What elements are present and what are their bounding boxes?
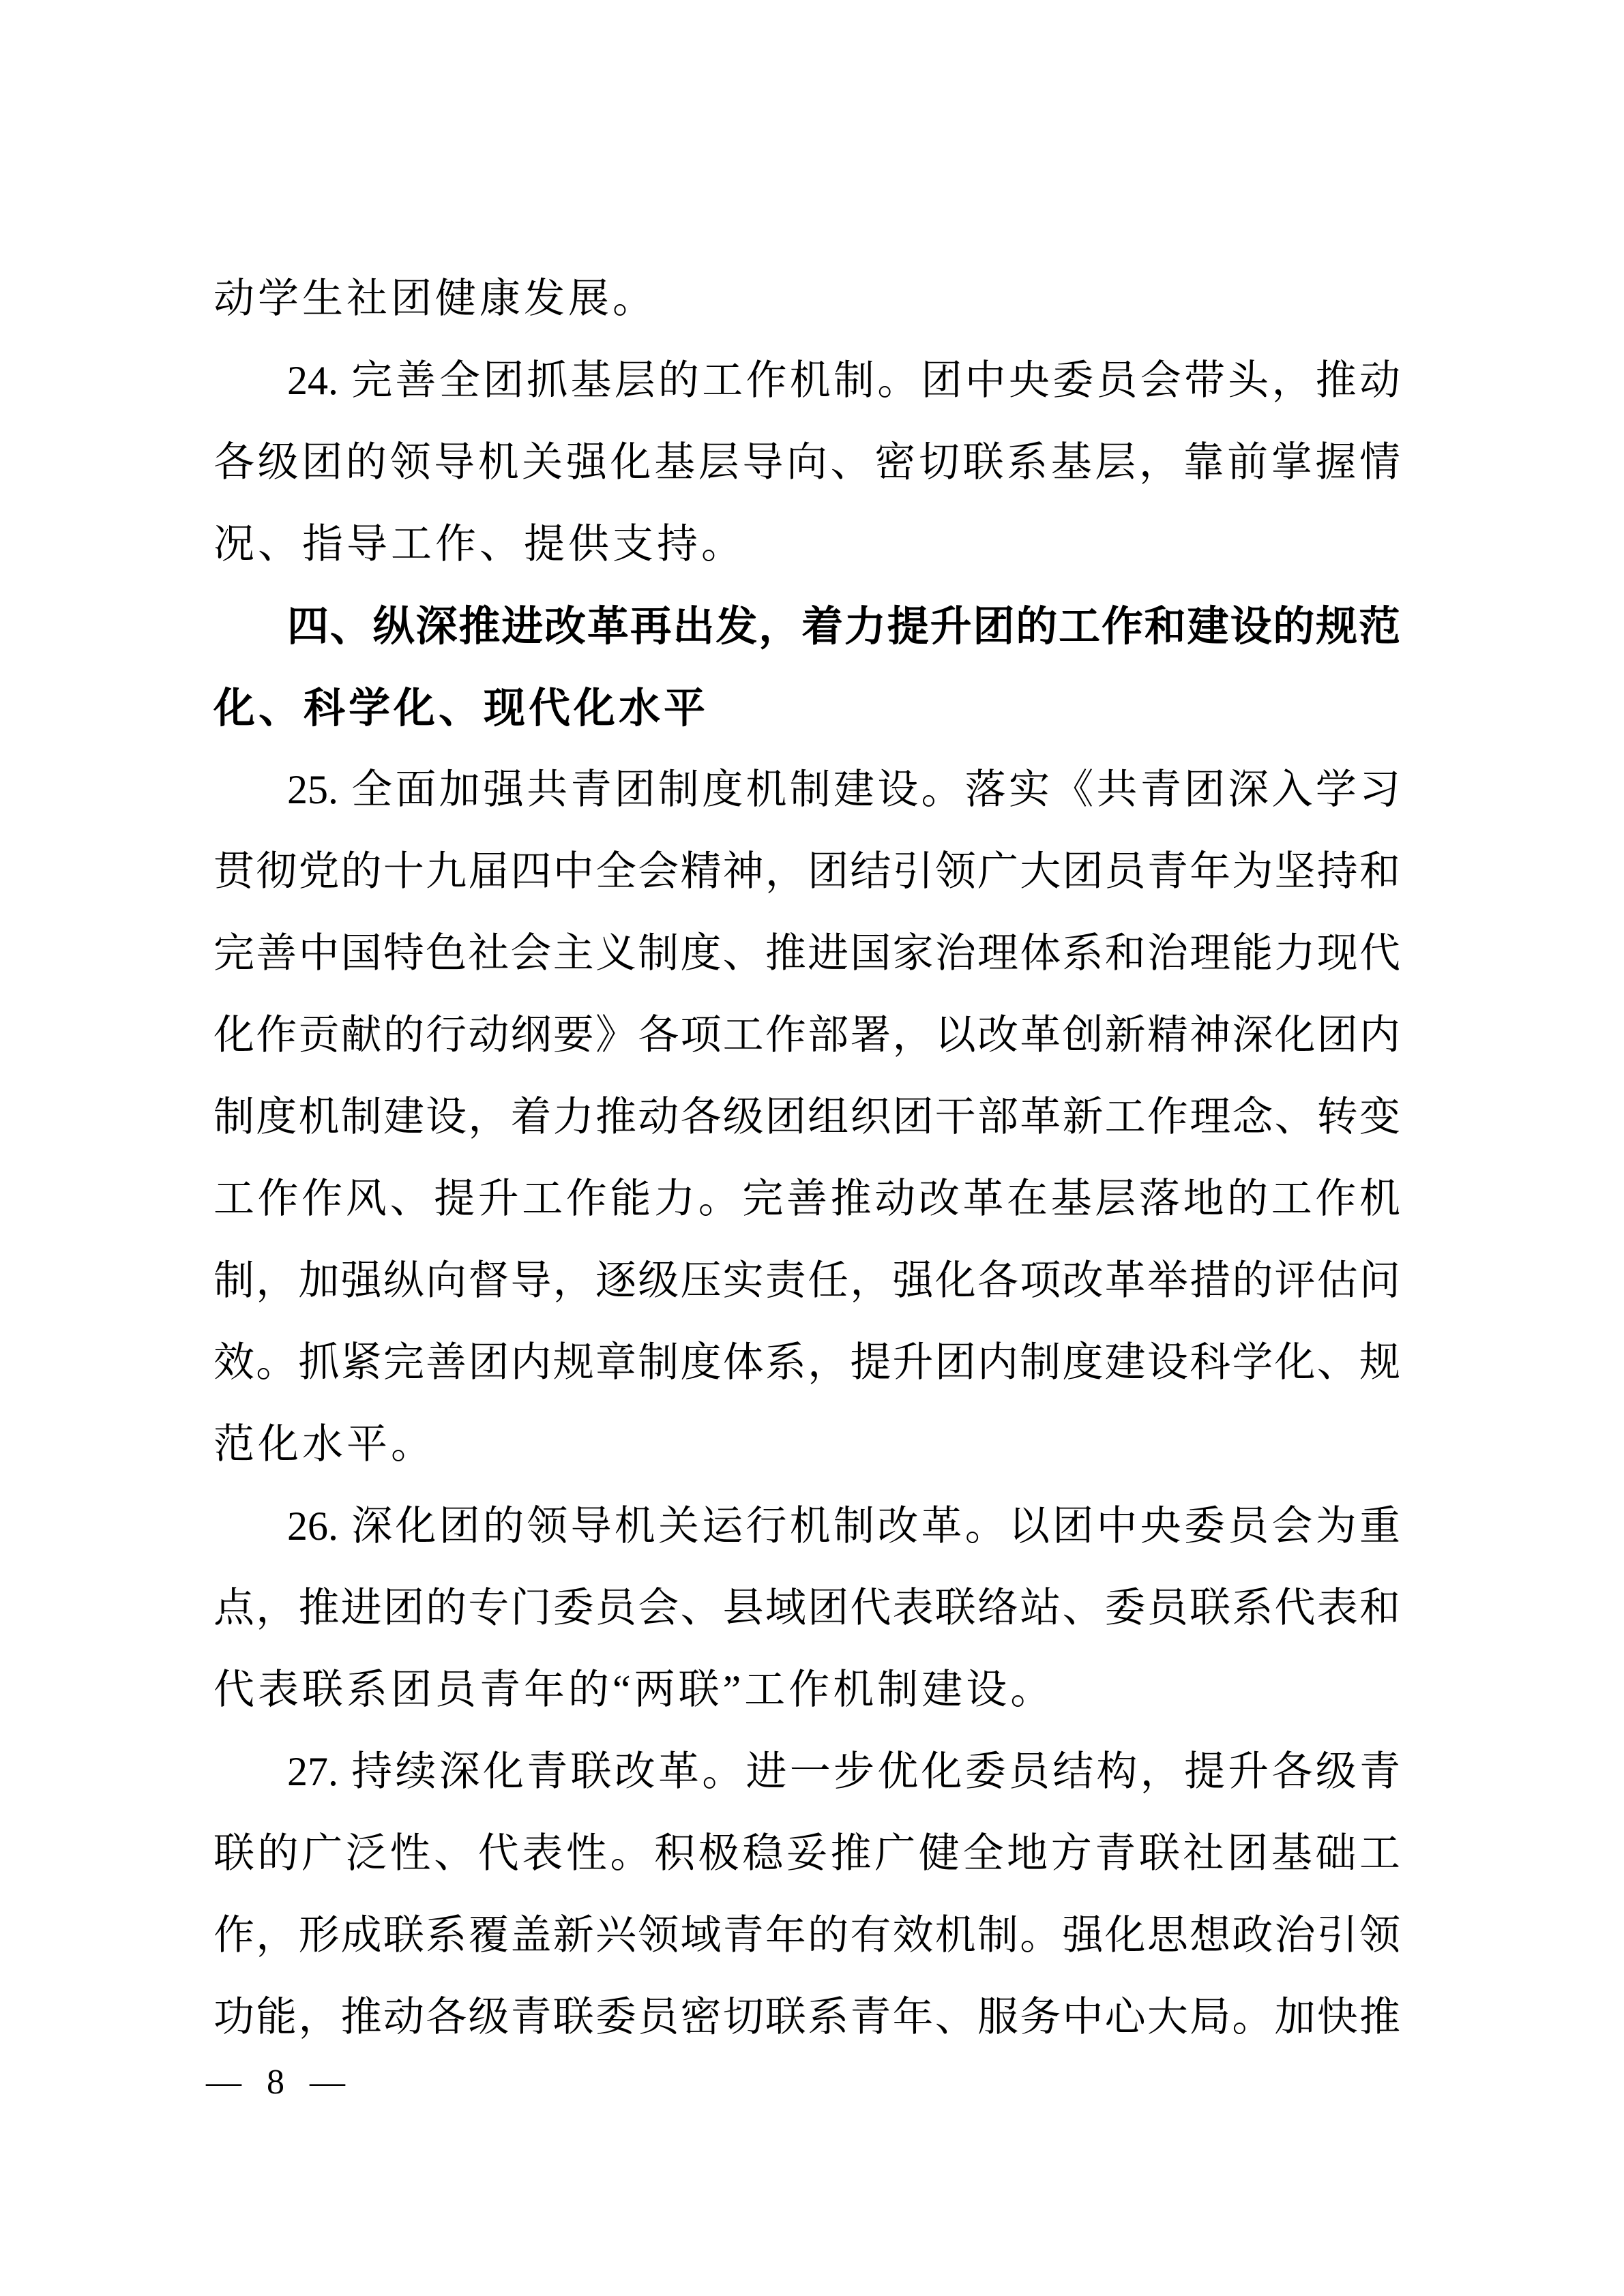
paragraph: [213, 340, 1400, 585]
text-line: 工作作风、提升工作能力。完善推动改革在基层落地的工作机: [213, 1176, 1400, 1221]
text-line: 四、纵深推进改革再出发，着力提升团的工作和建设的规范: [287, 603, 1400, 649]
text-line: 效。抓紧完善团内规章制度体系，提升团内制度建设科学化、规: [213, 1340, 1400, 1385]
text-line: 27. 持续深化青联改革。进一步优化委员结构，提升各级青: [287, 1749, 1400, 1794]
section-heading: [213, 585, 1400, 749]
text-line: 功能，推动各级青联委员密切联系青年、服务中心大局。加快推: [213, 1995, 1400, 2040]
text-line: 化、科学化、现代化水平: [213, 685, 709, 731]
paragraph: [213, 1485, 1400, 1731]
text-line: 联的广泛性、代表性。积极稳妥推广健全地方青联社团基础工: [213, 1831, 1400, 1876]
paragraph: [213, 258, 1400, 340]
text-line: 代表联系团员青年的“两联”工作机制建设。: [213, 1667, 1055, 1712]
text-line: 各级团的领导机关强化基层导向、密切联系基层，靠前掌握情: [213, 440, 1400, 485]
text-line: 贯彻党的十九届四中全会精神，团结引领广大团员青年为坚持和: [213, 849, 1400, 894]
text-line: 化作贡献的行动纲要》各项工作部署，以改革创新精神深化团内: [213, 1013, 1400, 1058]
document-body: [213, 258, 1400, 2058]
paragraph: [213, 1731, 1400, 2058]
text-line: 26. 深化团的领导机关运行机制改革。以团中央委员会为重: [287, 1504, 1400, 1549]
text-line: 作，形成联系覆盖新兴领域青年的有效机制。强化思想政治引领: [213, 1913, 1400, 1958]
text-line: 完善中国特色社会主义制度、推进国家治理体系和治理能力现代: [213, 931, 1400, 976]
text-line: 制，加强纵向督导，逐级压实责任，强化各项改革举措的评估问: [213, 1258, 1400, 1303]
text-line: 点，推进团的专门委员会、县域团代表联络站、委员联系代表和: [213, 1585, 1400, 1630]
text-line: 制度机制建设，着力推动各级团组织团干部革新工作理念、转变: [213, 1094, 1400, 1139]
paragraph: [213, 749, 1400, 1485]
text-line: 况、指导工作、提供支持。: [213, 522, 745, 567]
text-line: 25. 全面加强共青团制度机制建设。落实《共青团深入学习: [287, 767, 1400, 812]
text-line: 动学生社团健康发展。: [213, 276, 657, 321]
text-line: 24. 完善全团抓基层的工作机制。团中央委员会带头，推动: [287, 358, 1400, 403]
page-number: — 8 —: [206, 2063, 348, 2102]
text-line: 范化水平。: [213, 1422, 435, 1467]
